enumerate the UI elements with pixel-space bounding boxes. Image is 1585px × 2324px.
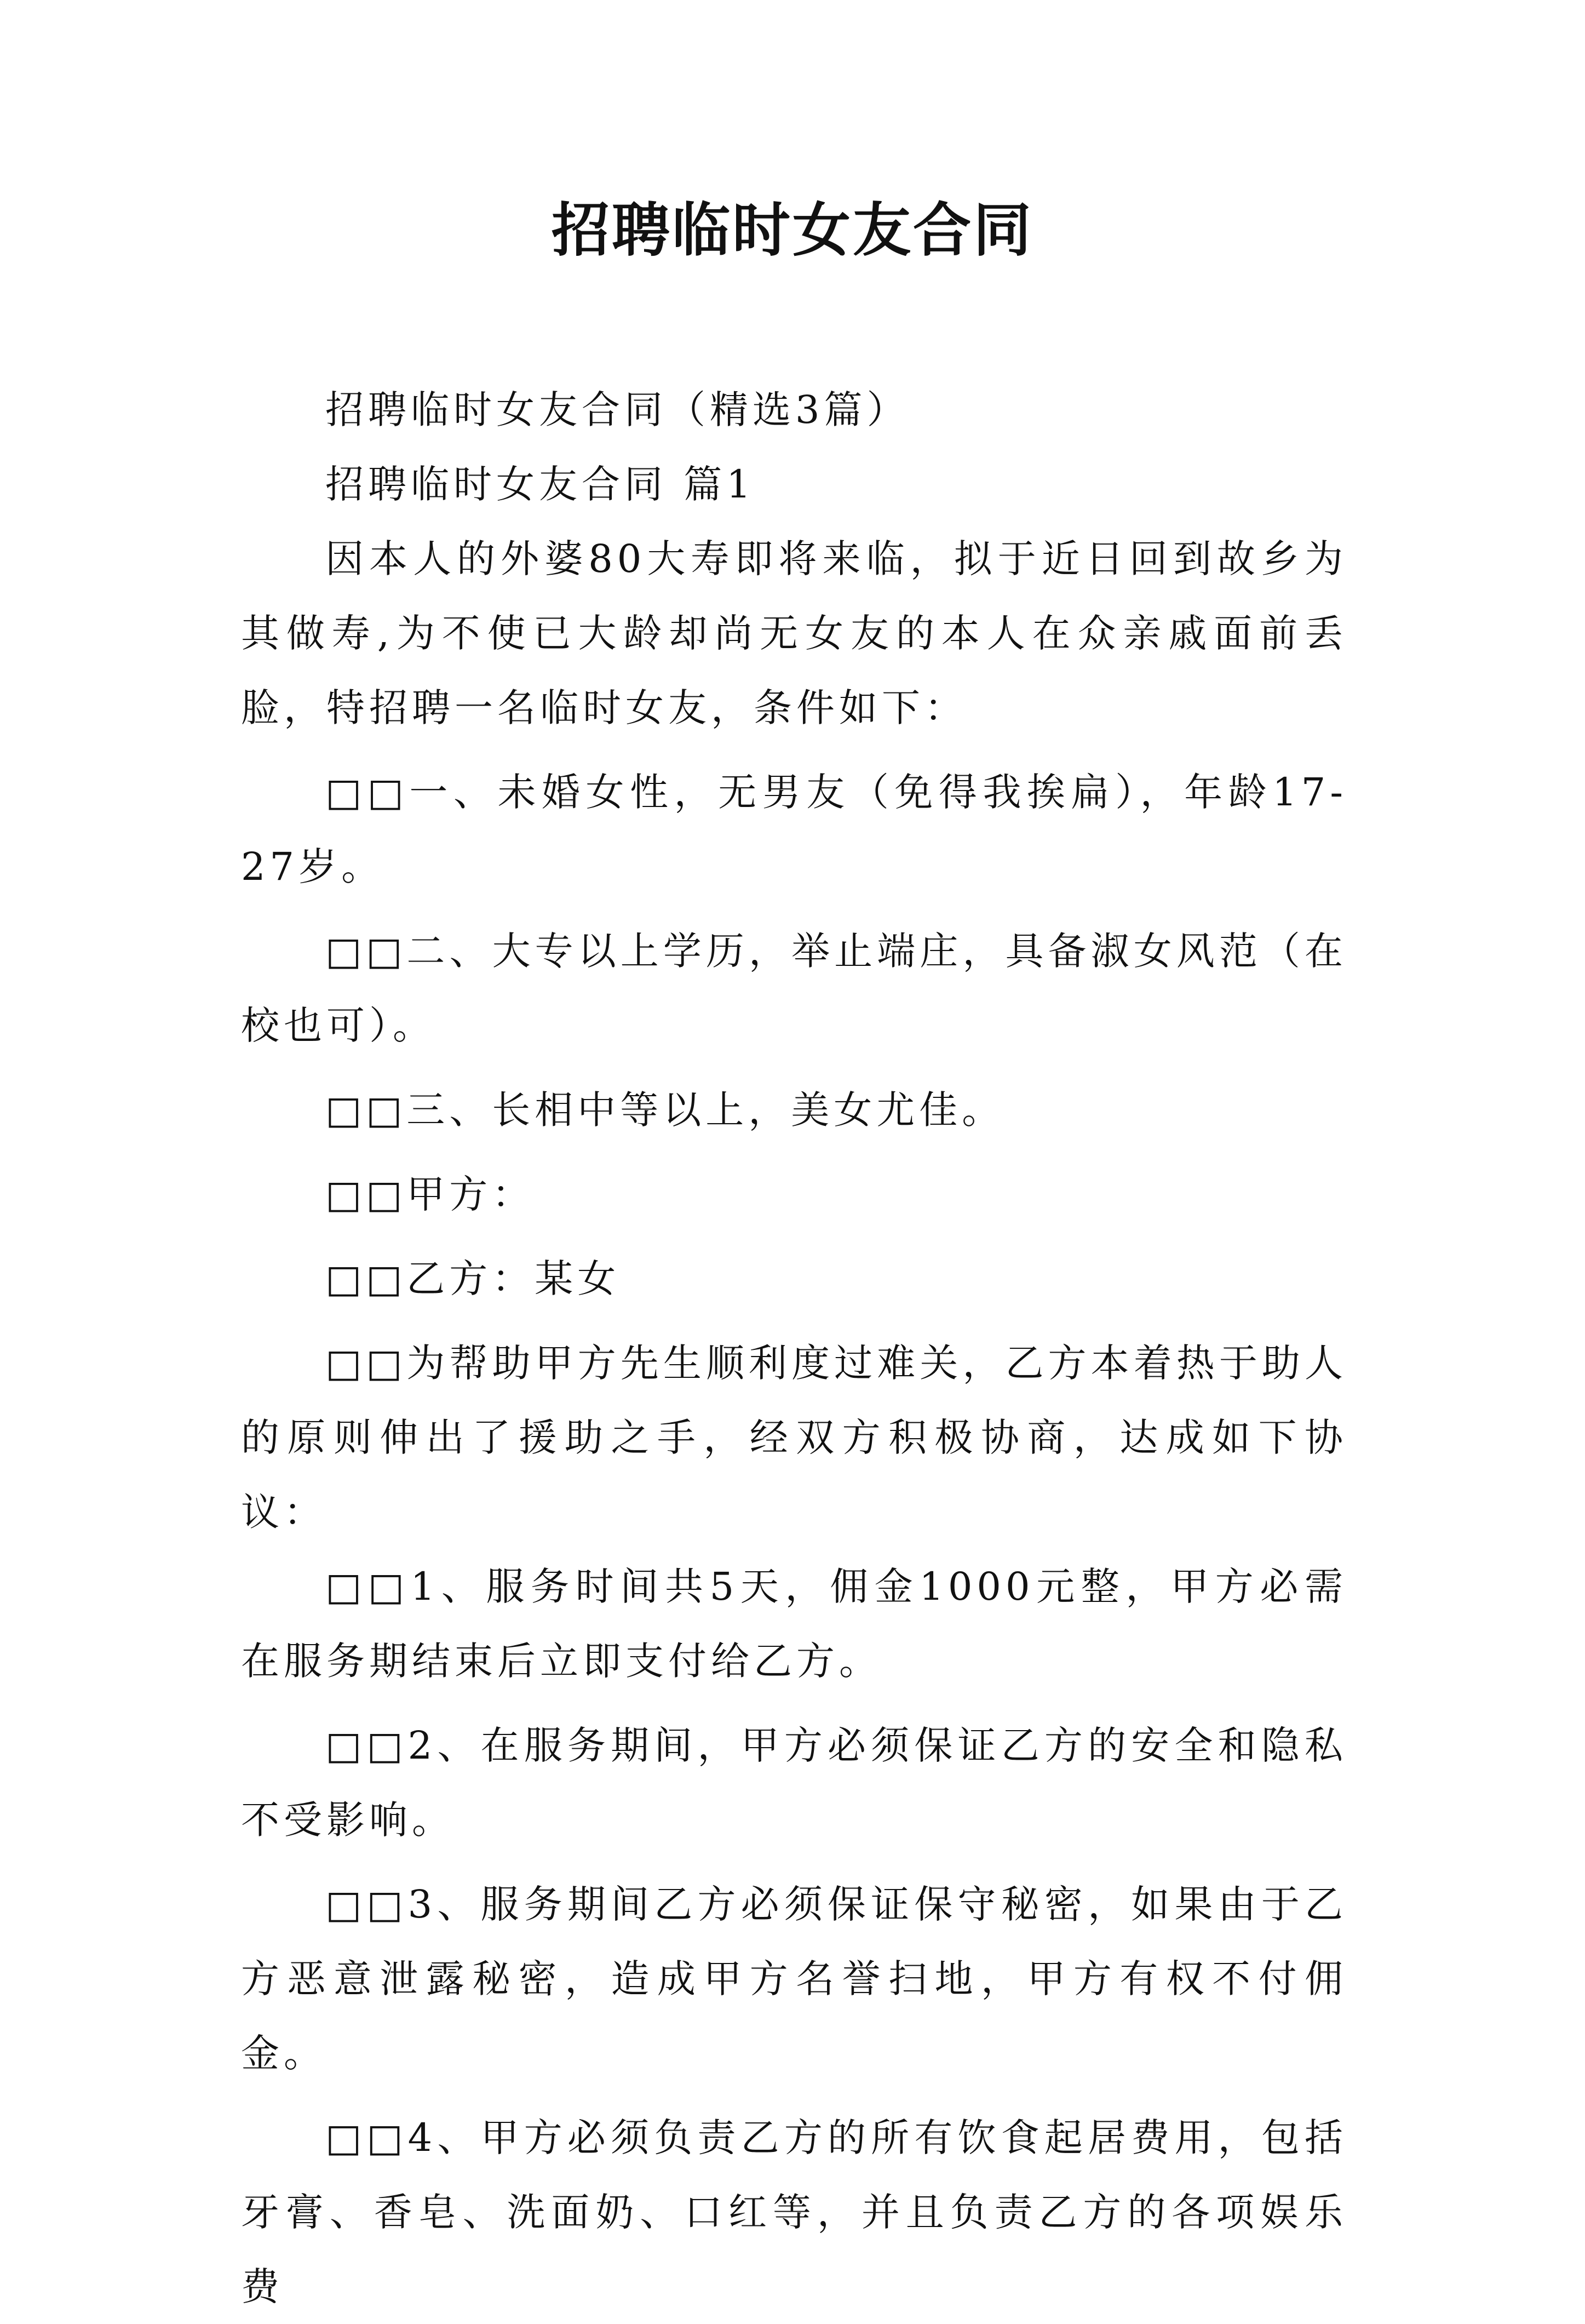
paragraph-party-a: □□甲方： (325, 1172, 535, 1217)
paragraph-subtitle: 招聘临时女友合同（精选3篇） (325, 387, 910, 432)
paragraph-clause-2: □□2、在服务期间，甲方必须保证乙方的安全和隐私不受影响。 (241, 1723, 1347, 1842)
document-title: 招聘临时女友合同 (552, 196, 1033, 264)
paragraph-party-b: □□乙方：某女 (325, 1256, 621, 1301)
paragraph-condition-2: □□二、大专以上学历，举止端庄，具备淑女风范（在校也可）。 (241, 929, 1347, 1048)
paragraph-clause-3: □□3、服务期间乙方必须保证保守秘密，如果由于乙方恶意泄露秘密，造成甲方名誉扫地，甲方有权不付佣金。 (241, 1882, 1347, 2076)
paragraph-agreement-intro: □□为帮助甲方先生顺利度过难关，乙方本着热于助人的原则伸出了援助之手，经双方积极协商，达成如下协议： (241, 1341, 1347, 1535)
paragraph-condition-3: □□三、长相中等以上，美女尤佳。 (325, 1087, 1005, 1132)
document-body (241, 373, 1347, 2324)
paragraph-clause-1: □□1、服务时间共5天，佣金1000元整，甲方必需在服务期结束后立即支付给乙方。 (241, 1564, 1347, 1684)
paragraph-section-heading: 招聘临时女友合同 篇1 (325, 462, 755, 507)
paragraph-condition-1: □□一、未婚女性，无男友（免得我挨扁），年龄17-27岁。 (241, 770, 1347, 889)
paragraph-clause-4: □□4、甲方必须负责乙方的所有饮食起居费用，包括牙膏、香皂、洗面奶、口红等，并且负责乙方的各项娱乐费 (241, 2115, 1347, 2309)
paragraph-intro: 因本人的外婆80大寿即将来临，拟于近日回到故乡为其做寿,为不使已大龄却尚无女友的本人在众亲戚面前丢脸，特招聘一名临时女友，条件如下： (241, 536, 1347, 730)
